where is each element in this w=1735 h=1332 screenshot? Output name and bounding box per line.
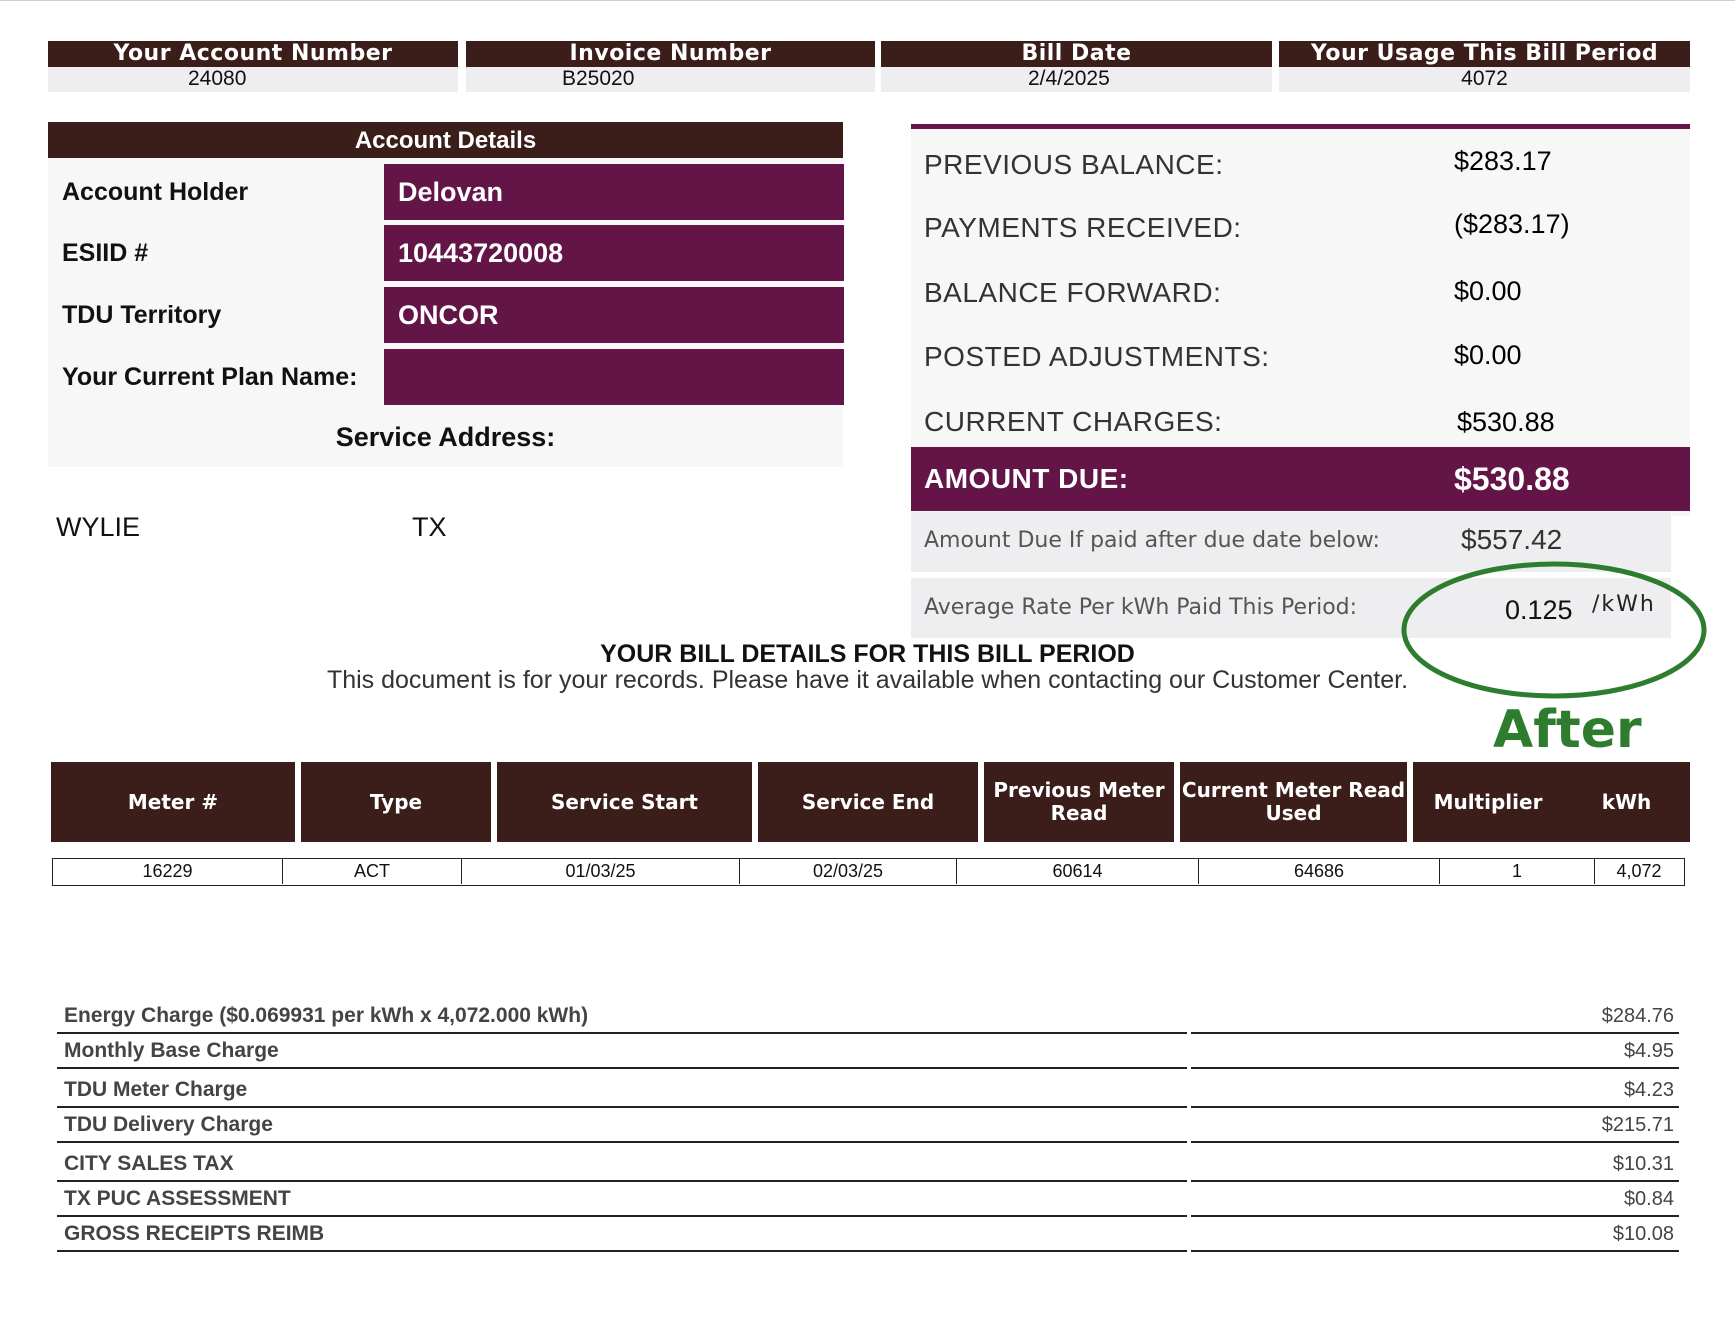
meter-header-current-read: Current Meter Read Used [1180, 762, 1407, 842]
charge-divider [57, 1215, 1187, 1217]
usage-box [1279, 41, 1690, 92]
charge-name: TX PUC ASSESSMENT [64, 1187, 291, 1210]
meter-header-kwh: kWh [1563, 762, 1690, 842]
bill-details-title: YOUR BILL DETAILS FOR THIS BILL PERIOD [600, 640, 1135, 668]
previous-balance-label: PREVIOUS BALANCE: [924, 149, 1224, 180]
balance-forward-value: $0.00 [1454, 276, 1522, 306]
invoice-number-value: B25020 [466, 67, 875, 92]
payments-received-label: PAYMENTS RECEIVED: [924, 212, 1242, 243]
charge-row [57, 1001, 1679, 1031]
charge-name: Monthly Base Charge [64, 1039, 279, 1062]
average-rate-unit: /kWh [1592, 592, 1656, 617]
posted-adjustments-value: $0.00 [1454, 340, 1522, 370]
esiid-label: ESIID # [62, 239, 149, 267]
charge-amount: $0.84 [1623, 1188, 1674, 1210]
balance-forward-label: BALANCE FORWARD: [924, 277, 1222, 308]
amount-due-bar [911, 447, 1690, 511]
kwh-cell: 4,072 [1616, 861, 1662, 881]
plan-name-label: Your Current Plan Name: [62, 363, 358, 391]
current-read-cell: 64686 [1199, 859, 1440, 884]
bill-details-subtitle: This document is for your records. Please have it available when contacting our Customer Center. [326, 666, 1409, 694]
meter-table-row [52, 858, 1685, 886]
posted-adjustments-label: POSTED ADJUSTMENTS: [924, 341, 1270, 372]
charge-divider [57, 1250, 1187, 1252]
service-end-cell: 02/03/25 [740, 859, 957, 884]
charge-row [57, 1036, 1679, 1066]
charge-amount: $4.95 [1623, 1040, 1674, 1062]
account-details-title: Account Details [48, 122, 843, 158]
account-holder-value: Delovan [384, 164, 844, 220]
meter-header-previous-read: Previous Meter Read [984, 762, 1174, 842]
meter-header-type: Type [301, 762, 491, 842]
charge-divider [1191, 1141, 1679, 1143]
account-number-value: 24080 [48, 67, 458, 92]
charge-divider [57, 1141, 1187, 1143]
charge-divider [57, 1032, 1187, 1034]
current-charges-value: $530.88 [1457, 407, 1555, 437]
amount-due-label: AMOUNT DUE: [924, 463, 1129, 494]
meter-header-multiplier: Multiplier [1413, 762, 1563, 842]
charge-divider [57, 1180, 1187, 1182]
meter-number-cell: 16229 [53, 859, 283, 884]
amount-due-after-value: $557.42 [1461, 524, 1563, 555]
charge-amount: $10.08 [1612, 1223, 1674, 1245]
current-charges-label: CURRENT CHARGES: [924, 406, 1223, 437]
tdu-territory-label: TDU Territory [62, 301, 222, 329]
account-number-box [48, 41, 458, 92]
invoice-number-box [466, 41, 875, 92]
charge-divider [1191, 1215, 1679, 1217]
charge-divider [1191, 1067, 1679, 1069]
account-number-label: Your Account Number [48, 41, 458, 67]
charge-divider [57, 1106, 1187, 1108]
charge-divider [57, 1067, 1187, 1069]
previous-read-cell: 60614 [957, 859, 1199, 884]
charge-name: Energy Charge ($0.069931 per kWh x 4,072.000 kWh) [64, 1004, 589, 1027]
amount-due-after-label: Amount Due If paid after due date below: [924, 528, 1380, 553]
charge-amount: $10.31 [1612, 1153, 1674, 1175]
after-annotation-label: After [1493, 700, 1642, 760]
service-state: TX [412, 512, 447, 542]
charge-name: GROSS RECEIPTS REIMB [64, 1222, 325, 1245]
charge-divider [1191, 1250, 1679, 1252]
charge-row [57, 1075, 1679, 1105]
charge-row [57, 1219, 1679, 1249]
charge-divider [1191, 1180, 1679, 1182]
service-city: WYLIE [56, 512, 141, 542]
charge-name: TDU Meter Charge [64, 1078, 248, 1101]
plan-name-value [384, 349, 844, 405]
invoice-number-label: Invoice Number [466, 41, 875, 67]
multiplier-cell: 1 [1440, 859, 1595, 884]
account-details-panel [48, 122, 843, 467]
usage-value: 4072 [1279, 67, 1690, 92]
service-address-label: Service Address: [335, 422, 556, 452]
meter-type-cell: ACT [283, 859, 462, 884]
charge-row [57, 1110, 1679, 1140]
payments-received-value: ($283.17) [1454, 209, 1570, 239]
charge-amount: $4.23 [1623, 1079, 1674, 1101]
average-rate-value: 0.125 [1505, 595, 1573, 625]
meter-header-service-end: Service End [758, 762, 978, 842]
charge-amount: $215.71 [1601, 1114, 1674, 1136]
charge-name: TDU Delivery Charge [64, 1113, 273, 1136]
bill-date-label: Bill Date [881, 41, 1272, 67]
esiid-value: 10443720008 [384, 225, 844, 281]
tdu-territory-value: ONCOR [384, 287, 844, 343]
meter-header-meter: Meter # [51, 762, 295, 842]
usage-label: Your Usage This Bill Period [1279, 41, 1690, 67]
average-rate-label: Average Rate Per kWh Paid This Period: [924, 595, 1358, 620]
bill-date-value: 2/4/2025 [881, 67, 1272, 92]
charge-divider [1191, 1106, 1679, 1108]
account-holder-label: Account Holder [62, 178, 249, 206]
top-border-line [0, 0, 1735, 1]
amount-due-value: $530.88 [1454, 461, 1570, 497]
meter-header-service-start: Service Start [497, 762, 752, 842]
previous-balance-value: $283.17 [1454, 146, 1552, 176]
charge-name: CITY SALES TAX [64, 1152, 234, 1175]
service-start-cell: 01/03/25 [462, 859, 740, 884]
charge-amount: $284.76 [1601, 1005, 1674, 1027]
charge-divider [1191, 1032, 1679, 1034]
charge-row [57, 1184, 1679, 1214]
charge-row [57, 1149, 1679, 1179]
bill-date-box [881, 41, 1272, 92]
